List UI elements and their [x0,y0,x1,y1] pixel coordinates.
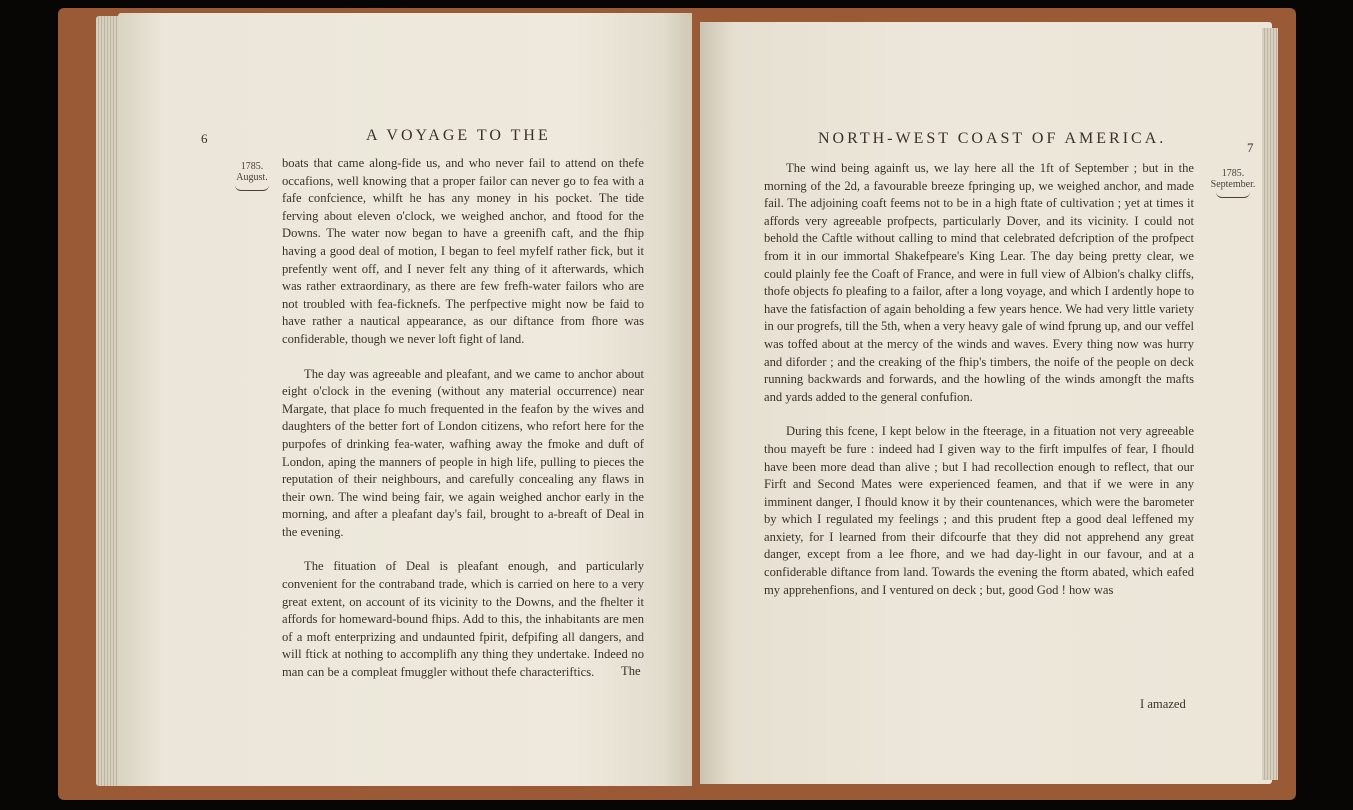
left-catchword: The [621,664,641,678]
left-running-head: A VOYAGE TO THE [366,127,551,144]
right-catchword: I amazed [1140,697,1186,711]
left-margin-month: August. [236,172,268,183]
left-margin-year: 1785. [240,161,264,172]
right-body-text [764,160,1194,616]
right-margin-brace [1216,192,1250,198]
right-margin-year: 1785. [1221,168,1245,179]
page-edges-right [1262,28,1278,780]
left-page [118,13,692,786]
right-page [700,22,1272,784]
left-page-number: 6 [201,131,208,146]
left-paragraph-3: The fituation of Deal is pleafant enough, and particularly convenient for the contraband trade, which is carried on here to a very great extent, on account of its vicinity to the Downs, and the fhelter it affords for homeward-bound fhips. Add to this, the inhabitants are men of a moft enterprizing and undaunted fpirit, defpifing all dangers, and will ftick at nothing to accomplifh any thing they undertake. Indeed no man can be a compleat fmuggler without thefe characteriftics. [282,559,644,680]
left-paragraph-2: The day was agreeable and pleafant, and we came to anchor about eight o'clock in the evening (without any material occurrence) near Margate, that place fo much frequented in the feafon by the wives and daughters of the better fort of London citizens, who refort here for the purpofes of drinking fea-water, wafhing away the fmoke and duft of London, aping the manners of people in high life, pulling to pieces the reputation of their neighbours, and carefully concealing any flaws in their own. The wind being fair, we again weighed anchor early in the morning, and after a pleafant day's fail, brought to a-breaft of Deal in the evening. [282,366,644,539]
left-margin-brace [235,185,269,191]
right-running-head: NORTH-WEST COAST OF AMERICA. [818,130,1167,147]
right-paragraph-1: The wind being againft us, we lay here all the 1ft of September ; but in the morning of the 2d, a favourable breeze fpringing up, we weighed anchor, and made fail. The adjoining coaft feems not to be in a high ftate of cultivation ; yet at times it affords very agreeable profpects, particularly Dover, and its vicinity. I could not behold the Caftle without calling to mind that celebrated defcription of the profpect from it in our immortal Shakefpeare's King Lear. The day being pretty clear, we could plainly fee the Coaft of France, and were in full view of Albion's chalky cliffs, thofe objects fo pleafing to a failor, after a long voyage, and which I ardently hope to have the fatisfaction of again beholding a few years hence. We had very little variety in our progrefs, till the 5th, when a very heavy gale of wind fprung up, and our veffel was toffed about at the mercy of the winds and waves. Every thing now was hurry and diforder ; and the creaking of the fhip's timbers, the noife of the people on deck running backwards and forwards, and the howling of the winds amongft the mafts and yards added to the general confufion. [764,161,1194,404]
left-paragraph-1: boats that came along-fide us, and who never fail to attend on thefe occafions, well knowing that a proper failor can never go to fea with a fafe confcience, whilft he has any money in his pocket. The tide ferving about eleven o'clock, we weighed anchor, and ftood for the Downs. The water now began to have a greenifh caft, and the fhip having a good deal of motion, I began to feel myfelf rather fick, but it prefently went off, and I never felt any thing of it afterwards, which was rather extraordinary, as there are few frefh-water failors who are not troubled with fea-ficknefs. The perfpective might now be faid to have rather a nautical appearance, as our diftance from fhore was confiderable, though we never loft fight of land. [282,156,644,346]
left-body-text [282,155,644,699]
right-margin-month: September. [1210,179,1256,190]
left-margin-date [230,161,274,191]
right-paragraph-2: During this fcene, I kept below in the fteerage, in a fituation not very agreeable thou mayeft be fure : indeed had I given way to the firft impulfes of fear, I fhould have been more dead than alive ; but I had recollection enough to reflect, that our Firft and Second Mates were experienced feamen, and that if we were in any imminent danger, I fhould know it by their countenances, which were the barometer by which I regulated my feelings ; and this prudent ftep a good deal leffened my anxiety, for I learned from their difcourfe that they did not apprehend any great danger, except from a lee fhore, and we had day-light in our favour, and at a confiderable diftance from land. Towards the evening the ftorm abated, which eafed my apprehenfions, and I ventured on deck ; but, good God ! how was [764,424,1194,597]
right-page-number: 7 [1247,140,1254,155]
right-margin-date [1208,168,1258,198]
